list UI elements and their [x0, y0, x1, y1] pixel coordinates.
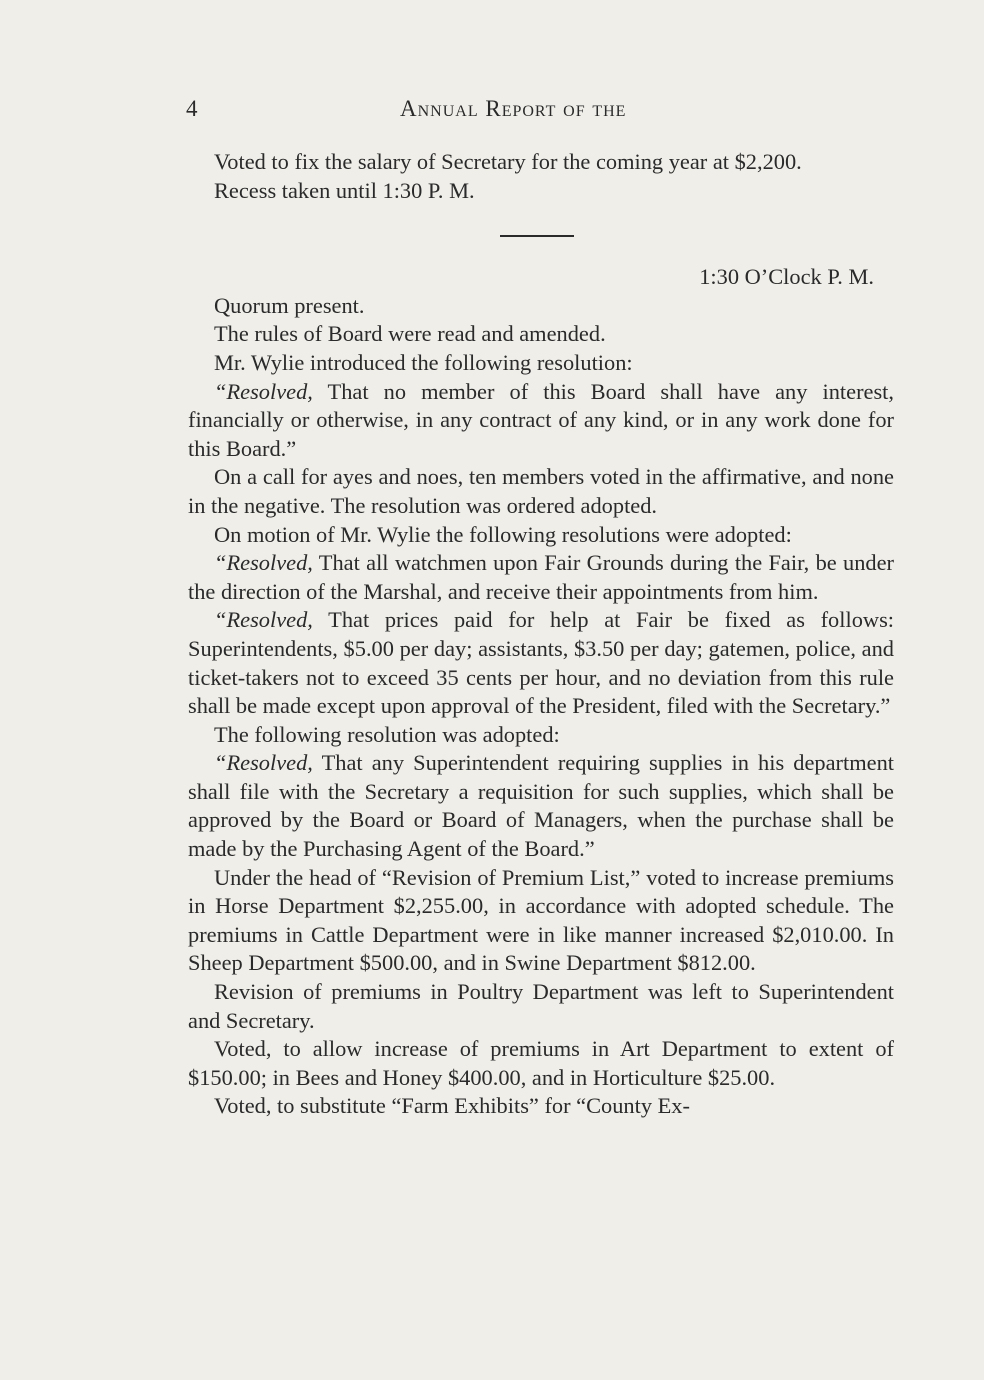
page-header — [186, 96, 886, 126]
resolution-watchmen — [188, 549, 894, 606]
paragraph-motion: On motion of Mr. Wylie the following resolutions were adopted: — [214, 521, 792, 547]
section-divider — [500, 235, 574, 237]
paragraph-art: Voted, to allow increase of premiums in Art Department to extent of $150.00; in Bees and Honey $400.00, and in Horticulture $25.00. — [188, 1036, 894, 1090]
resolution-interest — [188, 378, 894, 464]
paragraph-quorum: Quorum present. — [214, 292, 365, 318]
resolved-label: “Resolved, — [214, 550, 313, 576]
paragraph-vote: On a call for ayes and noes, ten members voted in the affirmative, and none in the negative. The resolution was ordered adopted. — [188, 464, 894, 518]
paragraph-poultry: Revision of premiums in Poultry Department was left to Superintendent and Secretary. — [188, 979, 894, 1033]
resolution-text: That no member of this Board shall have any interest, financially or otherwise, in any contract of any kind, or in any work done for this Board.” — [188, 378, 894, 461]
resolution-text: That all watchmen upon Fair Grounds during the Fair, be under the direction of the Marshal, and receive their appointments from him. — [188, 550, 894, 604]
resolved-label: “Resolved, — [214, 750, 313, 776]
resolved-label: “Resolved, — [214, 378, 313, 404]
paragraph-farm-exhibits: Voted, to substitute “Farm Exhibits” for “County Ex- — [214, 1093, 690, 1119]
paragraph-following: The following resolution was adopted: — [214, 721, 560, 747]
page-number: 4 — [186, 96, 198, 121]
resolution-prices — [188, 606, 894, 720]
paragraph-premium-revision: Under the head of “Revision of Premium List,” voted to increase premiums in Horse Department $2,255.00, in accordance with adopted schedule. The premiums in Cattle Department were in like manner increased $2,010.00. In Sheep Department $500.00, and in Swine Department $812.00. — [188, 864, 894, 976]
resolved-label: “Resolved, — [214, 607, 313, 633]
paragraph-rules: The rules of Board were read and amended. — [214, 321, 606, 347]
time-heading: 1:30 O’Clock P. M. — [699, 264, 874, 290]
running-head: Annual Report of the — [400, 96, 627, 121]
body-text — [188, 148, 894, 1121]
paragraph-wylie-intro: Mr. Wylie introduced the following resolution: — [214, 349, 633, 375]
resolution-supplies — [188, 749, 894, 863]
resolution-text: That prices paid for help at Fair be fixed as follows: Superintendents, $5.00 per day; assistants, $3.50 per day; gatemen, police, and ticket-takers not to exceed 35 cents per hour, and no deviation from this rule shall be made except upon approval of the President, filed with the Secretary.” — [188, 607, 894, 719]
section-divider-wrap — [188, 205, 894, 263]
paragraph-salary: Voted to fix the salary of Secretary for the coming year at $2,200. — [214, 149, 802, 174]
resolution-text: That any Superintendent requiring supplies in his department shall file with the Secretary a requisition for such supplies, which shall be approved by the Board or Board of Managers, when the purchase shall be made by the Purchasing Agent of the Board.” — [188, 750, 894, 862]
paragraph-recess: Recess taken until 1:30 P. M. — [214, 177, 475, 203]
